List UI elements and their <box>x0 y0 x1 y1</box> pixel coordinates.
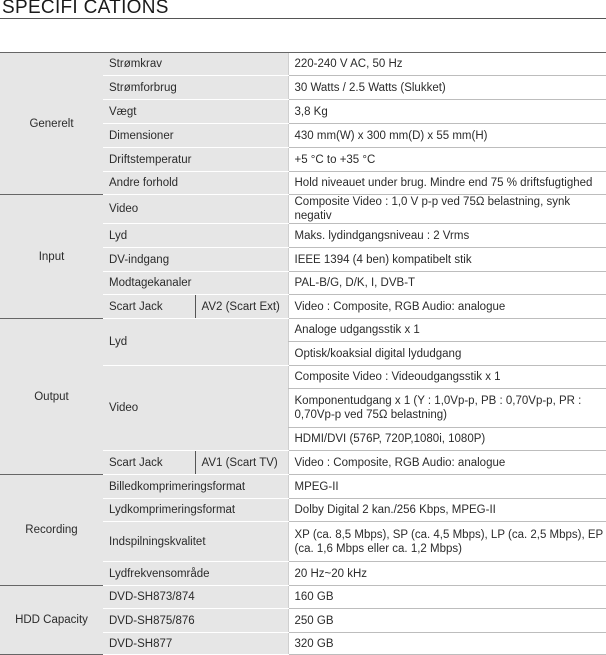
spec-label: Lyd <box>103 319 288 366</box>
spec-value: 160 GB <box>288 586 606 609</box>
spec-value: 30 Watts / 2.5 Watts (Slukket) <box>288 76 606 100</box>
table-row <box>0 475 606 499</box>
spec-value: XP (ca. 8,5 Mbps), SP (ca. 4,5 Mbps), LP (ca. 2,5 Mbps), EP (ca. 1,6 Mbps eller ca. 1,2 Mbps) <box>288 522 606 562</box>
spec-label: Driftstemperatur <box>103 148 288 172</box>
spec-value: Maks. lydindgangsniveau : 2 Vrms <box>288 224 606 248</box>
spec-label: Modtagekanaler <box>103 272 288 295</box>
spec-label: Lydfrekvensområde <box>103 562 288 586</box>
spec-value: Dolby Digital 2 kan./256 Kbps, MPEG-II <box>288 499 606 522</box>
table-row <box>0 586 606 609</box>
spec-label: Vægt <box>103 100 288 124</box>
table-row <box>0 53 606 76</box>
spec-label: Video <box>103 366 288 451</box>
spec-label: Indspilningskvalitet <box>103 522 288 562</box>
spec-value: PAL-B/G, D/K, I, DVB-T <box>288 272 606 295</box>
spec-value: Hold niveauet under brug. Mindre end 75 % driftsfugtighed <box>288 172 606 195</box>
spec-label: Billedkomprimeringsformat <box>103 475 288 499</box>
spec-value: Optisk/koaksial digital lydudgang <box>288 342 606 366</box>
spec-label: Video <box>103 195 288 224</box>
spec-label: Dimensioner <box>103 124 288 148</box>
spec-label: Strømkrav <box>103 53 288 76</box>
spec-value: IEEE 1394 (4 ben) kompatibelt stik <box>288 248 606 272</box>
category-recording: Recording <box>0 475 103 586</box>
spec-label: DVD-SH877 <box>103 633 288 655</box>
spec-sublabel: AV2 (Scart Ext) <box>195 295 288 319</box>
spec-label: Andre forhold <box>103 172 288 195</box>
category-hdd-capacity: HDD Capacity <box>0 586 103 655</box>
spec-value: MPEG-II <box>288 475 606 499</box>
spec-value: 250 GB <box>288 609 606 633</box>
spec-label: DVD-SH875/876 <box>103 609 288 633</box>
spec-value: Komponentudgang x 1 (Y : 1,0Vp-p, PB : 0,70Vp-p, PR : 0,70Vp-p ved 75Ω belastning) <box>288 389 606 428</box>
spec-label: Lyd <box>103 224 288 248</box>
category-general: Generelt <box>0 53 103 195</box>
spec-value: Composite Video : 1,0 V p-p ved 75Ω belastning, synk negativ <box>288 195 606 224</box>
spec-label: Lydkomprimeringsformat <box>103 499 288 522</box>
category-output: Output <box>0 319 103 475</box>
spec-label: Scart Jack <box>103 295 195 319</box>
spec-value: 430 mm(W) x 300 mm(D) x 55 mm(H) <box>288 124 606 148</box>
spec-label: Strømforbrug <box>103 76 288 100</box>
spec-label: Scart Jack <box>103 451 195 475</box>
table-row <box>0 319 606 342</box>
spec-value: Analoge udgangsstik x 1 <box>288 319 606 342</box>
spec-value: Video : Composite, RGB Audio: analogue <box>288 295 606 319</box>
specifications-table <box>0 52 606 655</box>
spec-sublabel: AV1 (Scart TV) <box>195 451 288 475</box>
spec-value: 20 Hz~20 kHz <box>288 562 606 586</box>
page-title: SPECIFI CATIONS <box>2 0 169 18</box>
spec-value: HDMI/DVI (576P, 720P,1080i, 1080P) <box>288 428 606 451</box>
table-row <box>0 195 606 224</box>
spec-value: 220-240 V AC, 50 Hz <box>288 53 606 76</box>
spec-label: DV-indgang <box>103 248 288 272</box>
spec-value: 320 GB <box>288 633 606 655</box>
spec-value: +5 °C to +35 °C <box>288 148 606 172</box>
category-input: Input <box>0 195 103 319</box>
title-divider <box>0 18 606 19</box>
spec-value: Video : Composite, RGB Audio: analogue <box>288 451 606 475</box>
spec-value: 3,8 Kg <box>288 100 606 124</box>
spec-value: Composite Video : Videoudgangsstik x 1 <box>288 366 606 389</box>
spec-label: DVD-SH873/874 <box>103 586 288 609</box>
